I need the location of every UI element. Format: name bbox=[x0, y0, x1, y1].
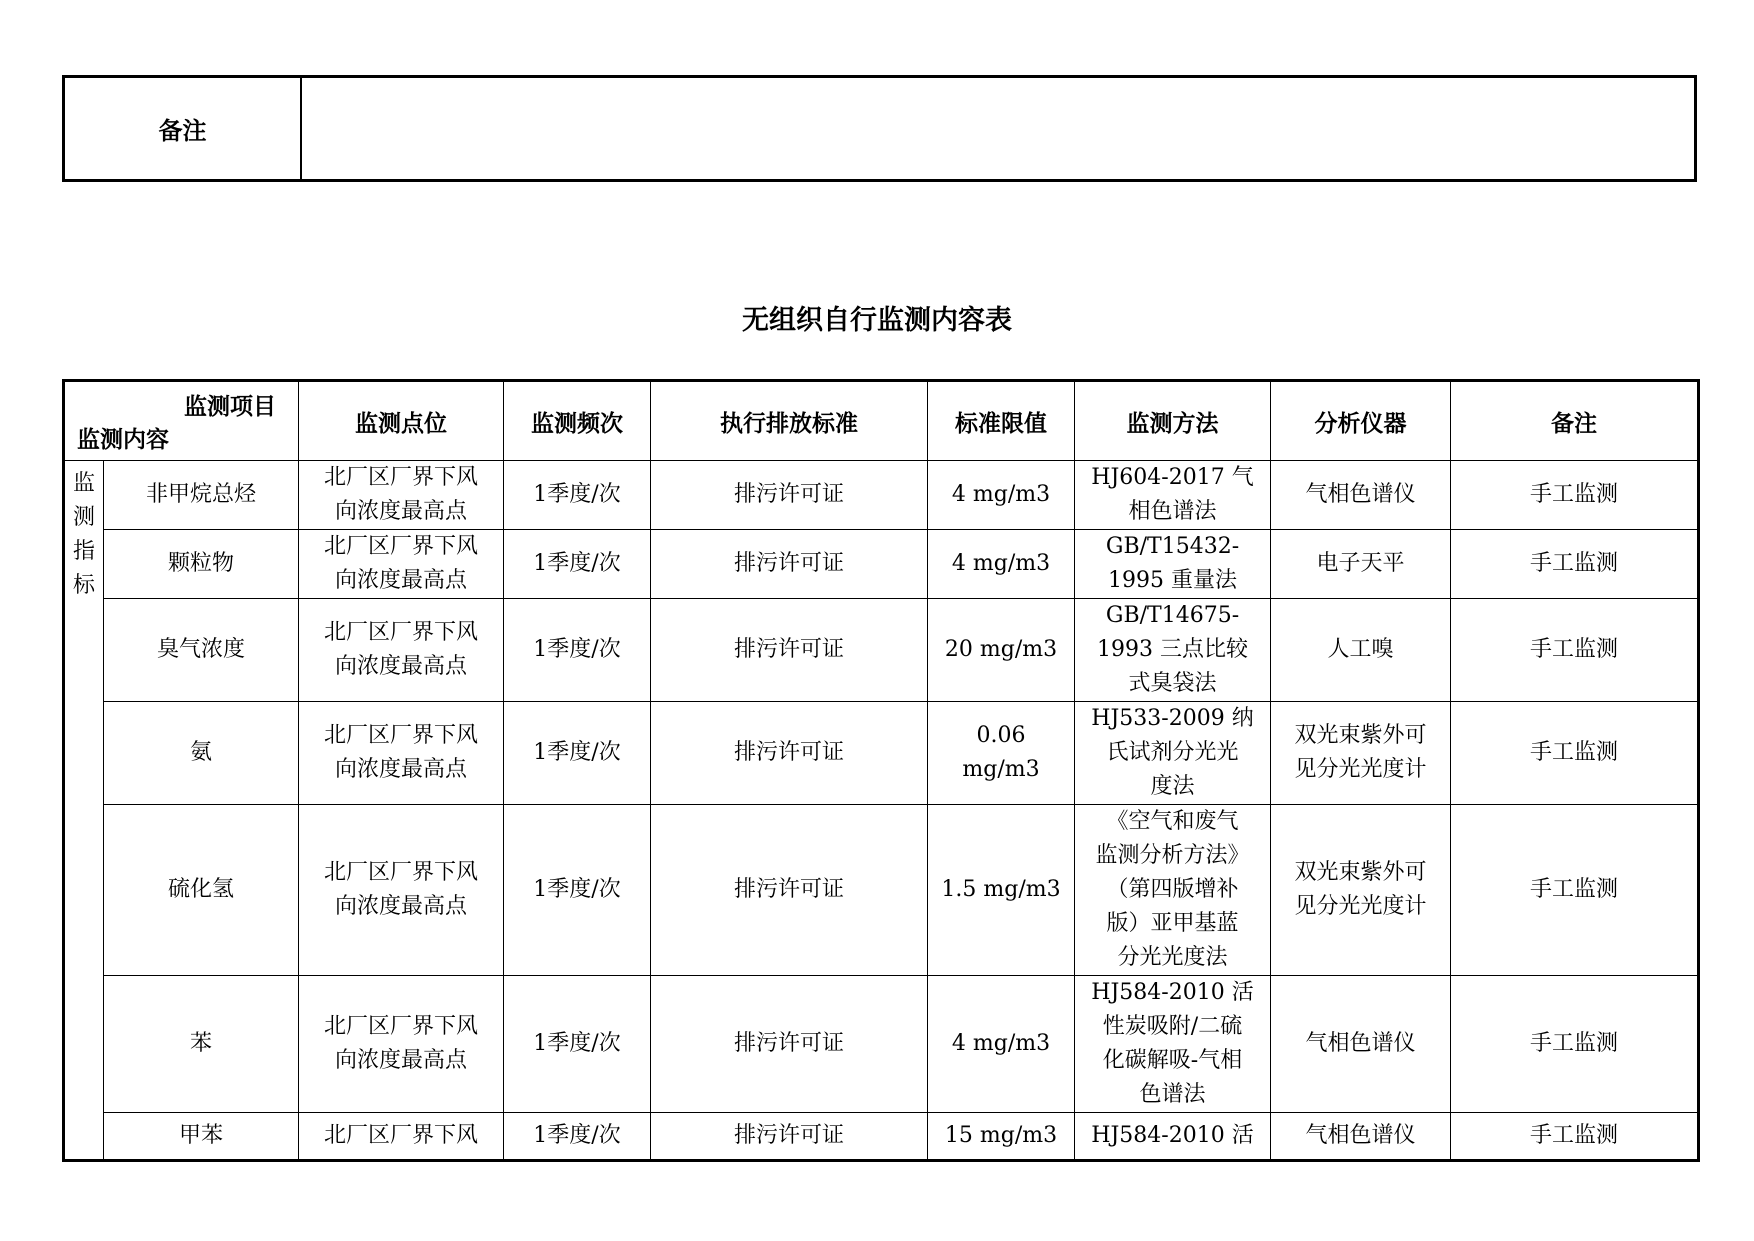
cell-instrument bbox=[1271, 530, 1451, 599]
table-row bbox=[64, 461, 1699, 530]
cell-frequency: 1季度/次 bbox=[504, 599, 651, 702]
method-line: 1993 三点比较 bbox=[1097, 637, 1248, 662]
cell-limit bbox=[928, 530, 1075, 599]
cell-method bbox=[1075, 1113, 1271, 1161]
cell-limit bbox=[928, 702, 1075, 805]
header-standard: 执行排放标准 bbox=[651, 381, 928, 461]
cell-instrument bbox=[1271, 1113, 1451, 1161]
limit-line: 20 mg/m3 bbox=[944, 637, 1058, 662]
location-line: 向浓度最高点 bbox=[334, 1048, 467, 1073]
cell-item: 氨 bbox=[104, 702, 299, 805]
table-row bbox=[64, 530, 1699, 599]
cell-method bbox=[1075, 976, 1271, 1113]
monitoring-table bbox=[62, 379, 1700, 1162]
remark-table bbox=[62, 75, 1697, 182]
location-line: 北厂区厂界下风 bbox=[323, 465, 478, 490]
cell-item: 苯 bbox=[104, 976, 299, 1113]
instrument-line: 气相色谱仪 bbox=[1305, 482, 1416, 507]
cell-frequency: 1季度/次 bbox=[504, 702, 651, 805]
cell-standard: 排污许可证 bbox=[651, 530, 928, 599]
cell-location bbox=[299, 1113, 504, 1161]
cell-standard: 排污许可证 bbox=[651, 805, 928, 976]
cell-frequency: 1季度/次 bbox=[504, 461, 651, 530]
cell-limit bbox=[928, 599, 1075, 702]
group-label-char: 标 bbox=[72, 573, 95, 598]
cell-method bbox=[1075, 702, 1271, 805]
location-line: 向浓度最高点 bbox=[334, 894, 467, 919]
cell-item: 颗粒物 bbox=[104, 530, 299, 599]
table-title: 无组织自行监测内容表 bbox=[742, 305, 1012, 336]
method-line: 化碳解吸-气相 bbox=[1102, 1048, 1243, 1073]
location-line: 北厂区厂界下风 bbox=[323, 860, 478, 885]
location-line: 北厂区厂界下风 bbox=[323, 534, 478, 559]
header-limit: 标准限值 bbox=[928, 381, 1075, 461]
cell-instrument bbox=[1271, 702, 1451, 805]
cell-standard: 排污许可证 bbox=[651, 461, 928, 530]
limit-line: 4 mg/m3 bbox=[951, 1031, 1051, 1056]
method-line: 色谱法 bbox=[1139, 1082, 1206, 1107]
instrument-line: 双光束紫外可 bbox=[1294, 723, 1427, 748]
instrument-line: 人工嗅 bbox=[1327, 637, 1394, 662]
location-line: 北厂区厂界下风 bbox=[323, 1014, 478, 1039]
instrument-line: 气相色谱仪 bbox=[1305, 1123, 1416, 1148]
cell-location bbox=[299, 530, 504, 599]
method-line: 监测分析方法》 bbox=[1095, 843, 1250, 868]
cell-instrument bbox=[1271, 976, 1451, 1113]
limit-line: mg/m3 bbox=[962, 757, 1040, 782]
header-row bbox=[64, 381, 1699, 461]
remark-value bbox=[301, 77, 1696, 181]
location-line: 向浓度最高点 bbox=[334, 757, 467, 782]
cell-item: 臭气浓度 bbox=[104, 599, 299, 702]
header-remark: 备注 bbox=[1451, 381, 1699, 461]
cell-location bbox=[299, 976, 504, 1113]
method-line: 《空气和废气 bbox=[1106, 809, 1239, 834]
method-line: GB/T14675- bbox=[1105, 603, 1240, 628]
location-line: 向浓度最高点 bbox=[334, 499, 467, 524]
instrument-line: 电子天平 bbox=[1316, 551, 1405, 576]
method-line: 相色谱法 bbox=[1128, 499, 1217, 524]
method-line: 版）亚甲基蓝 bbox=[1106, 911, 1239, 936]
cell-item: 甲苯 bbox=[104, 1113, 299, 1161]
cell-remark: 手工监测 bbox=[1451, 976, 1699, 1113]
group-label-char: 测 bbox=[72, 505, 95, 530]
cell-limit bbox=[928, 1113, 1075, 1161]
header-item: 监测项目 bbox=[184, 394, 276, 420]
method-line: 式臭袋法 bbox=[1128, 671, 1217, 696]
group-label bbox=[64, 461, 104, 1161]
table-row bbox=[64, 1113, 1699, 1161]
cell-standard: 排污许可证 bbox=[651, 702, 928, 805]
header-frequency: 监测频次 bbox=[504, 381, 651, 461]
cell-instrument bbox=[1271, 805, 1451, 976]
method-line: 氏试剂分光光 bbox=[1106, 740, 1239, 765]
cell-frequency: 1季度/次 bbox=[504, 1113, 651, 1161]
cell-location bbox=[299, 461, 504, 530]
method-line: 度法 bbox=[1150, 774, 1195, 799]
cell-frequency: 1季度/次 bbox=[504, 976, 651, 1113]
cell-standard: 排污许可证 bbox=[651, 1113, 928, 1161]
cell-instrument bbox=[1271, 461, 1451, 530]
limit-line: 0.06 bbox=[976, 723, 1026, 748]
cell-item: 硫化氢 bbox=[104, 805, 299, 976]
cell-method bbox=[1075, 805, 1271, 976]
method-line: HJ584-2010 活 bbox=[1091, 980, 1254, 1005]
remark-label: 备注 bbox=[64, 77, 302, 181]
location-line: 向浓度最高点 bbox=[334, 654, 467, 679]
header-item-content bbox=[64, 381, 299, 461]
cell-remark: 手工监测 bbox=[1451, 1113, 1699, 1161]
method-line: HJ604-2017 气 bbox=[1091, 465, 1254, 490]
instrument-line: 见分光光度计 bbox=[1294, 894, 1427, 919]
cell-item: 非甲烷总烃 bbox=[104, 461, 299, 530]
cell-frequency: 1季度/次 bbox=[504, 530, 651, 599]
limit-line: 4 mg/m3 bbox=[951, 482, 1051, 507]
cell-limit bbox=[928, 805, 1075, 976]
location-line: 北厂区厂界下风 bbox=[323, 620, 478, 645]
cell-location bbox=[299, 702, 504, 805]
location-line: 向浓度最高点 bbox=[334, 568, 467, 593]
method-line: 性炭吸附/二硫 bbox=[1102, 1014, 1243, 1039]
cell-frequency: 1季度/次 bbox=[504, 805, 651, 976]
cell-limit bbox=[928, 461, 1075, 530]
location-line: 北厂区厂界下风 bbox=[323, 723, 478, 748]
cell-location bbox=[299, 599, 504, 702]
header-method: 监测方法 bbox=[1075, 381, 1271, 461]
cell-remark: 手工监测 bbox=[1451, 599, 1699, 702]
cell-remark: 手工监测 bbox=[1451, 805, 1699, 976]
cell-standard: 排污许可证 bbox=[651, 599, 928, 702]
method-line: GB/T15432- bbox=[1105, 534, 1240, 559]
table-row bbox=[64, 599, 1699, 702]
instrument-line: 气相色谱仪 bbox=[1305, 1031, 1416, 1056]
cell-instrument bbox=[1271, 599, 1451, 702]
instrument-line: 见分光光度计 bbox=[1294, 757, 1427, 782]
instrument-line: 双光束紫外可 bbox=[1294, 860, 1427, 885]
header-location: 监测点位 bbox=[299, 381, 504, 461]
cell-method bbox=[1075, 599, 1271, 702]
method-line: 1995 重量法 bbox=[1108, 568, 1237, 593]
cell-remark: 手工监测 bbox=[1451, 461, 1699, 530]
method-line: HJ533-2009 纳 bbox=[1091, 706, 1254, 731]
group-label-char: 监 bbox=[72, 471, 95, 496]
cell-limit bbox=[928, 976, 1075, 1113]
group-label-char: 指 bbox=[72, 539, 95, 564]
limit-line: 15 mg/m3 bbox=[944, 1123, 1058, 1148]
cell-remark: 手工监测 bbox=[1451, 530, 1699, 599]
header-instrument: 分析仪器 bbox=[1271, 381, 1451, 461]
cell-standard: 排污许可证 bbox=[651, 976, 928, 1113]
table-row bbox=[64, 976, 1699, 1113]
method-line: （第四版增补 bbox=[1106, 877, 1239, 902]
cell-method bbox=[1075, 461, 1271, 530]
location-line: 北厂区厂界下风 bbox=[323, 1123, 478, 1148]
limit-line: 4 mg/m3 bbox=[951, 551, 1051, 576]
header-content: 监测内容 bbox=[77, 427, 169, 453]
table-row bbox=[64, 805, 1699, 976]
method-line: HJ584-2010 活 bbox=[1091, 1123, 1254, 1148]
limit-line: 1.5 mg/m3 bbox=[941, 877, 1061, 902]
method-line: 分光光度法 bbox=[1117, 945, 1228, 970]
cell-remark: 手工监测 bbox=[1451, 702, 1699, 805]
table-row bbox=[64, 702, 1699, 805]
cell-method bbox=[1075, 530, 1271, 599]
cell-location bbox=[299, 805, 504, 976]
